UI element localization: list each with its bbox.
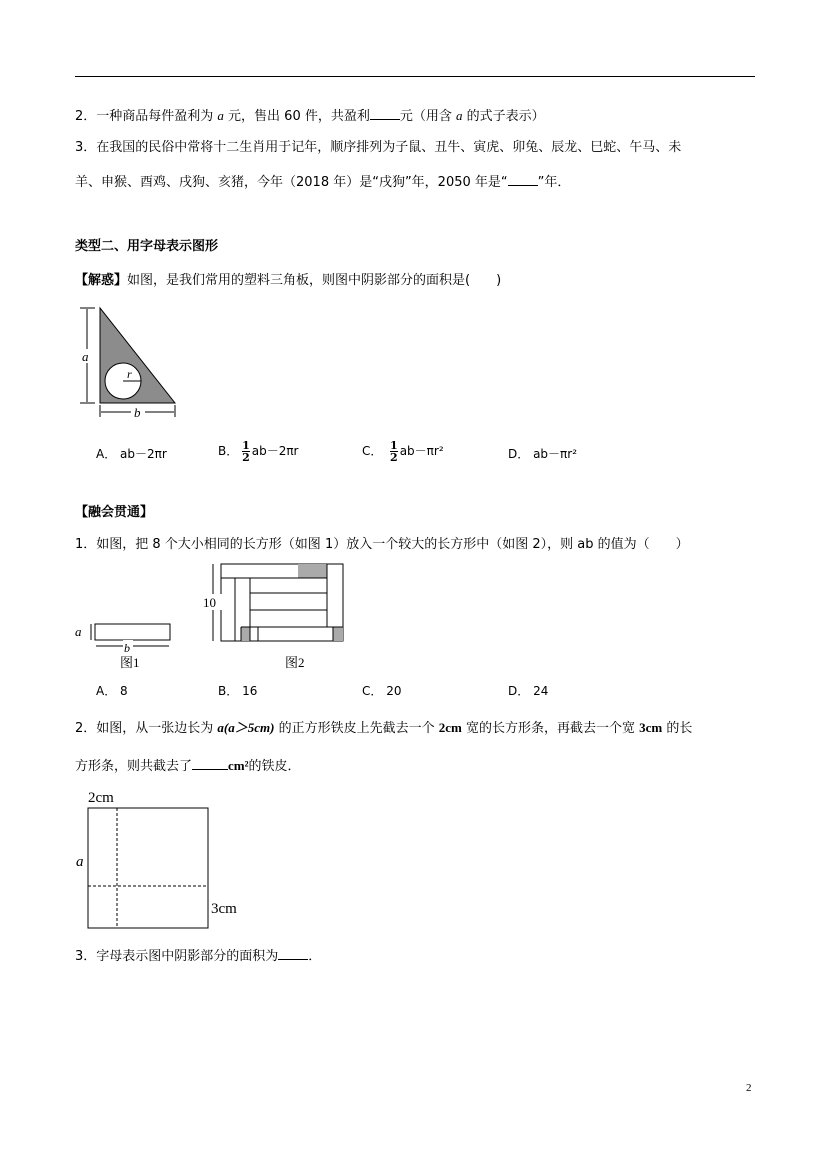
caption: 图2 [285,655,305,670]
label-r: r [127,367,132,381]
caption: 图1 [120,655,140,670]
option-label: A． [96,447,117,461]
option-expr: ab－πr² [533,447,578,461]
option-expr: ab－2πr [120,447,167,461]
option-d[interactable] [508,445,577,462]
option-c[interactable] [362,440,444,463]
ronghui-question-2-line1: 2．如图，从一张边长为 a(a＞5cm) 的正方形铁皮上先截去一个 2cm 宽的长方形条，再截去一个宽 3cm 的长 [75,720,693,736]
text: 元（用含 [399,109,456,124]
answer-blank[interactable] [370,107,400,120]
ronghui-question-1: 1．如图，把 8 个大小相同的长方形（如图 1）放入一个较大的长方形中（如图 2），则 ab 的值为（ ） [75,537,689,552]
question-3-line1: 3．在我国的民俗中常将十二生肖用于记年，顺序排列为子鼠、丑牛、寅虎、卯兔、辰龙、巳蛇、午马、未 [75,140,682,155]
width-2: 3cm [639,720,663,735]
question-3-line2 [75,173,570,191]
text: 的式子表示） [462,109,545,124]
answer-blank[interactable] [192,757,228,770]
unit: cm² [228,758,249,773]
answer-blank[interactable] [508,173,538,186]
text: ”年． [537,175,571,190]
label-2cm: 2cm [88,790,114,806]
variable: a [217,108,224,123]
option-b[interactable] [218,440,298,463]
option-expr: ab－2πr [251,444,299,458]
variable: a [456,108,463,123]
question-2 [75,107,545,125]
option-a[interactable] [96,445,167,462]
option-expr: ab－πr² [399,444,444,458]
fraction: $\frac{1}{2}$ [242,439,250,464]
label-b: b [134,405,141,420]
ronghui-question-3: 3．字母表示图中阴影部分的面积为 ． [75,949,322,964]
condition: a(a＞5cm) [217,720,275,735]
label-10: 10 [203,595,216,610]
triangle-figure [75,305,185,420]
ronghui-title: 【融会贯通】 [75,505,154,520]
square-figure [75,786,255,931]
text: 如图，是我们常用的塑料三角板，则图中阴影部分的面积是( ) [127,273,502,288]
label-b: b [124,641,130,655]
q1-option-d[interactable]: D． 24 [508,684,549,698]
text: 元，售出 60 件，共盈利 [223,109,370,124]
jiehuo-question [75,273,501,289]
figure-1 [75,624,170,670]
tag: 【解惑】 [75,273,128,288]
label-a: a [76,854,84,870]
section-title: 类型二、用字母表示图形 [75,239,219,254]
text: 2．一种商品每件盈利为 [75,109,218,124]
answer-blank[interactable] [278,947,308,960]
page-number: 2 [746,1082,752,1094]
text: 羊、申猴、酉鸡、戌狗、亥猪，今年（2018 年）是“戌狗”年，2050 年是“ [75,175,508,190]
label-a: a [75,624,82,639]
header-rule [75,76,755,77]
q1-option-a[interactable]: A． 8 [96,684,128,698]
fraction: $\frac{1}{2}$ [390,439,398,464]
label-a: a [82,349,89,364]
option-label: C． [362,444,383,458]
option-label: B． [218,444,239,458]
q1-option-c[interactable]: C． 20 [362,684,402,698]
figure-2 [202,564,343,670]
rectangles-figure [75,560,355,672]
label-3cm: 3cm [211,901,237,917]
q1-option-b[interactable]: B． 16 [218,684,258,698]
ronghui-question-2-line2: 方形条，则共截去了 cm²的铁皮． [75,758,301,774]
width-1: 2cm [438,720,462,735]
option-label: D． [508,447,530,461]
